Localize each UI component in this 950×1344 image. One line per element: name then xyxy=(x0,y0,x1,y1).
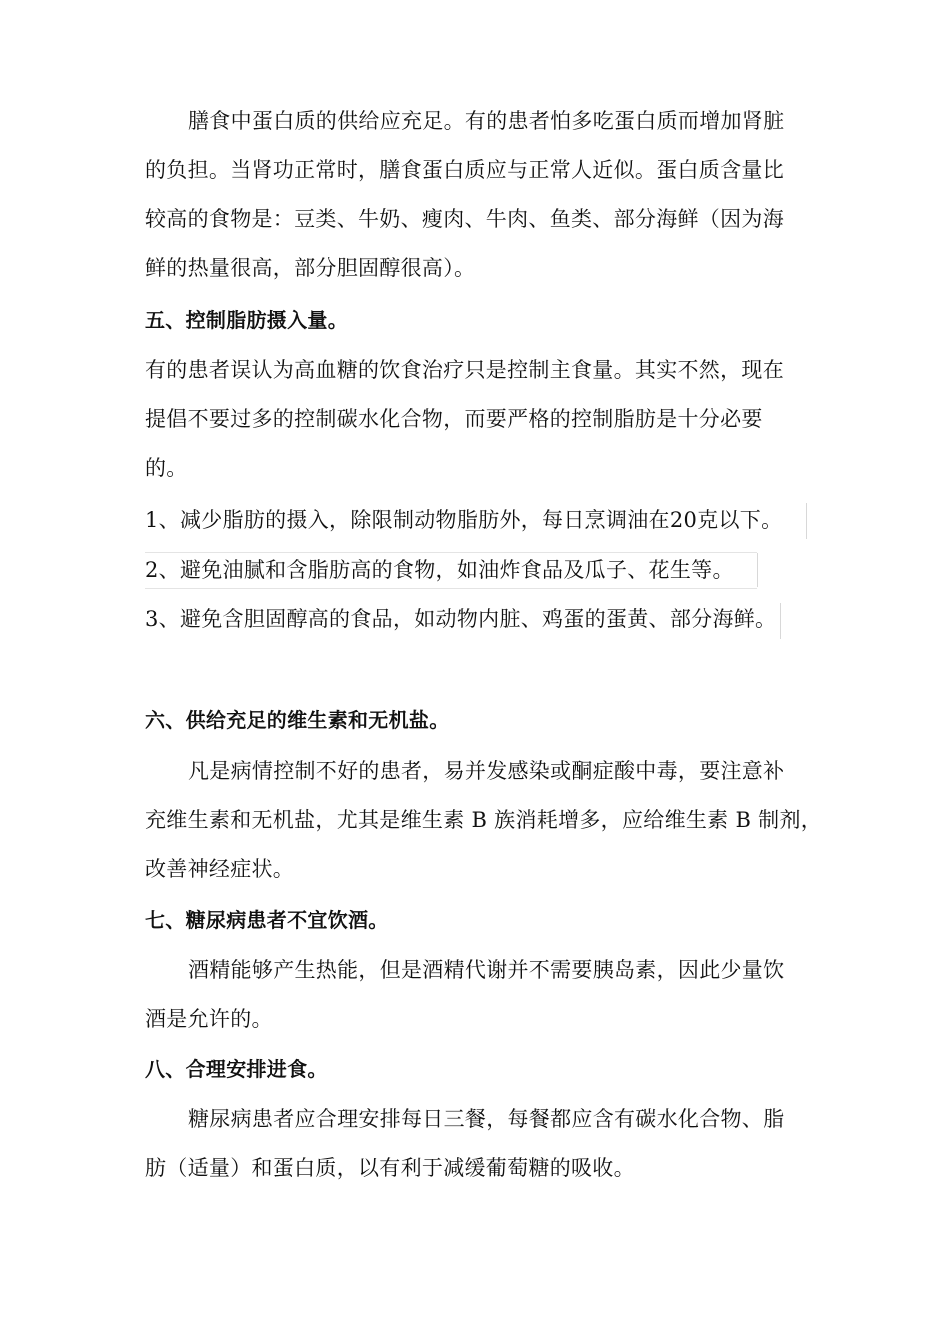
paragraph-line: 凡是病情控制不好的患者，易并发感染或酮症酸中毒，要注意补 xyxy=(188,759,785,783)
paragraph-line: 的。 xyxy=(145,456,188,480)
section-heading: 六、供给充足的维生素和无机盐。 xyxy=(145,708,450,732)
paragraph-line: 膳食中蛋白质的供给应充足。有的患者怕多吃蛋白质而增加肾脏 xyxy=(188,109,785,133)
paragraph-line: 肪（适量）和蛋白质，以有利于减缓葡萄糖的吸收。 xyxy=(145,1156,635,1180)
cell-border xyxy=(145,588,757,589)
paragraph-line: 有的患者误认为高血糖的饮食治疗只是控制主食量。其实不然，现在 xyxy=(145,358,784,382)
list-item: 2、避免油腻和含脂肪高的食物，如油炸食品及瓜子、花生等。 xyxy=(145,558,734,582)
list-item: 3、避免含胆固醇高的食品，如动物内脏、鸡蛋的蛋黄、部分海鲜。 xyxy=(145,607,777,631)
cell-border xyxy=(145,552,757,553)
section-heading: 五、控制脂肪摄入量。 xyxy=(145,308,348,332)
paragraph-line: 鲜的热量很高，部分胆固醇很高）。 xyxy=(145,256,476,280)
paragraph-line: 酒是允许的。 xyxy=(145,1007,273,1031)
cell-border xyxy=(780,603,781,639)
paragraph-line: 提倡不要过多的控制碳水化合物，而要严格的控制脂肪是十分必要 xyxy=(145,407,763,431)
paragraph-line: 酒精能够产生热能，但是酒精代谢并不需要胰岛素，因此少量饮 xyxy=(188,958,785,982)
paragraph-line: 的负担。当肾功正常时，膳食蛋白质应与正常人近似。蛋白质含量比 xyxy=(145,158,784,182)
paragraph-line: 充维生素和无机盐，尤其是维生素 B 族消耗增多，应给维生素 B 制剂， xyxy=(145,808,823,832)
cell-border xyxy=(806,503,807,539)
list-item: 1、减少脂肪的摄入，除限制动物脂肪外，每日烹调油在20克以下。 xyxy=(145,508,783,532)
paragraph-line: 较高的食物是：豆类、牛奶、瘦肉、牛肉、鱼类、部分海鲜（因为海 xyxy=(145,207,784,231)
section-heading: 七、糖尿病患者不宜饮酒。 xyxy=(145,908,389,932)
paragraph-line: 改善神经症状。 xyxy=(145,857,295,881)
cell-border xyxy=(757,553,758,587)
section-heading: 八、合理安排进食。 xyxy=(145,1057,328,1081)
paragraph-line: 糖尿病患者应合理安排每日三餐，每餐都应含有碳水化合物、脂 xyxy=(188,1107,785,1131)
